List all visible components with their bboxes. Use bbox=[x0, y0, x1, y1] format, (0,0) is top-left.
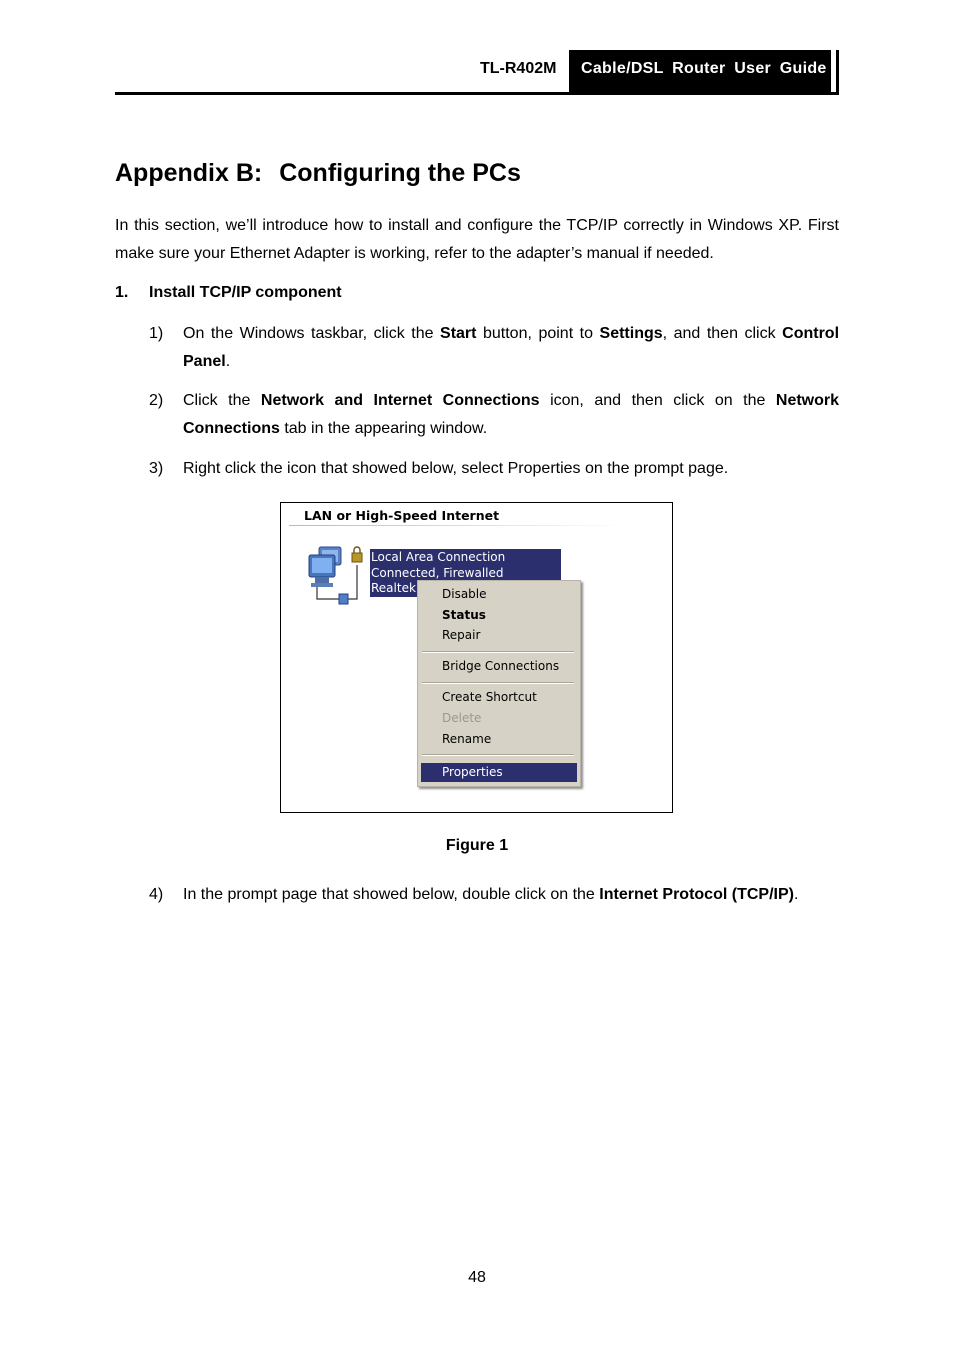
step-number: 1) bbox=[149, 325, 164, 342]
menu-item-rename[interactable]: Rename bbox=[442, 732, 492, 746]
step-number: 2) bbox=[149, 392, 164, 409]
section-label: Install TCP/IP component bbox=[149, 284, 342, 301]
menu-item-delete: Delete bbox=[442, 711, 482, 725]
header-divider bbox=[831, 50, 834, 93]
step-text: On the Windows taskbar, click the Start button, point to Settings, and then click Control Panel. bbox=[183, 325, 840, 370]
menu-separator bbox=[422, 682, 574, 684]
menu-item-status[interactable]: Status bbox=[442, 608, 486, 622]
connection-device: Realtek bbox=[371, 581, 416, 595]
section-heading bbox=[115, 284, 342, 302]
menu-separator bbox=[422, 754, 574, 756]
step-number: 4) bbox=[149, 886, 164, 903]
header-rule bbox=[115, 92, 839, 95]
figure-caption: Figure 1 bbox=[445, 837, 509, 854]
intro-paragraph: In this section, we’ll introduce how to install and configure the TCP/IP correctly in Windows XP. First make sure your Ethernet Adapter is working, refer to the adapter’s manual if needed. bbox=[115, 217, 839, 262]
page-title bbox=[115, 159, 521, 188]
title-prefix: Appendix B: bbox=[115, 159, 263, 187]
menu-item-disable[interactable]: Disable bbox=[442, 587, 487, 601]
header-guide-title: Cable/DSL Router User Guide bbox=[569, 50, 831, 93]
menu-item-repair[interactable]: Repair bbox=[442, 628, 481, 642]
step-text: Click the Network and Internet Connections icon, and then click on the Network Connections tab in the appearing window. bbox=[183, 392, 840, 437]
step-text: In the prompt page that showed below, double click on the Internet Protocol (TCP/IP). bbox=[183, 886, 799, 903]
menu-item-properties[interactable] bbox=[421, 763, 577, 782]
title-text: Configuring the PCs bbox=[279, 159, 521, 187]
step-2 bbox=[149, 387, 839, 443]
group-header-line bbox=[289, 525, 629, 526]
context-menu bbox=[417, 580, 581, 787]
section-number: 1. bbox=[115, 284, 129, 301]
header-end-bar bbox=[836, 50, 839, 93]
group-header: LAN or High-Speed Internet bbox=[304, 508, 500, 523]
menu-item-properties-label: Properties bbox=[442, 765, 503, 779]
step-text: Right click the icon that showed below, select Properties on the prompt page. bbox=[183, 460, 729, 477]
page-number: 48 bbox=[468, 1269, 486, 1286]
step-1 bbox=[149, 320, 839, 376]
connection-name[interactable]: Local Area Connection bbox=[371, 550, 506, 564]
header-model: TL-R402M bbox=[480, 60, 557, 77]
menu-item-create-shortcut[interactable]: Create Shortcut bbox=[442, 690, 537, 704]
step-3 bbox=[149, 455, 839, 483]
figure-screenshot bbox=[280, 502, 673, 813]
connection-status: Connected, Firewalled bbox=[371, 566, 504, 580]
network-connection-icon bbox=[305, 543, 369, 605]
step-number: 3) bbox=[149, 460, 164, 477]
menu-item-bridge-connections[interactable]: Bridge Connections bbox=[442, 659, 560, 673]
step-4 bbox=[149, 881, 839, 909]
menu-separator bbox=[422, 651, 574, 653]
